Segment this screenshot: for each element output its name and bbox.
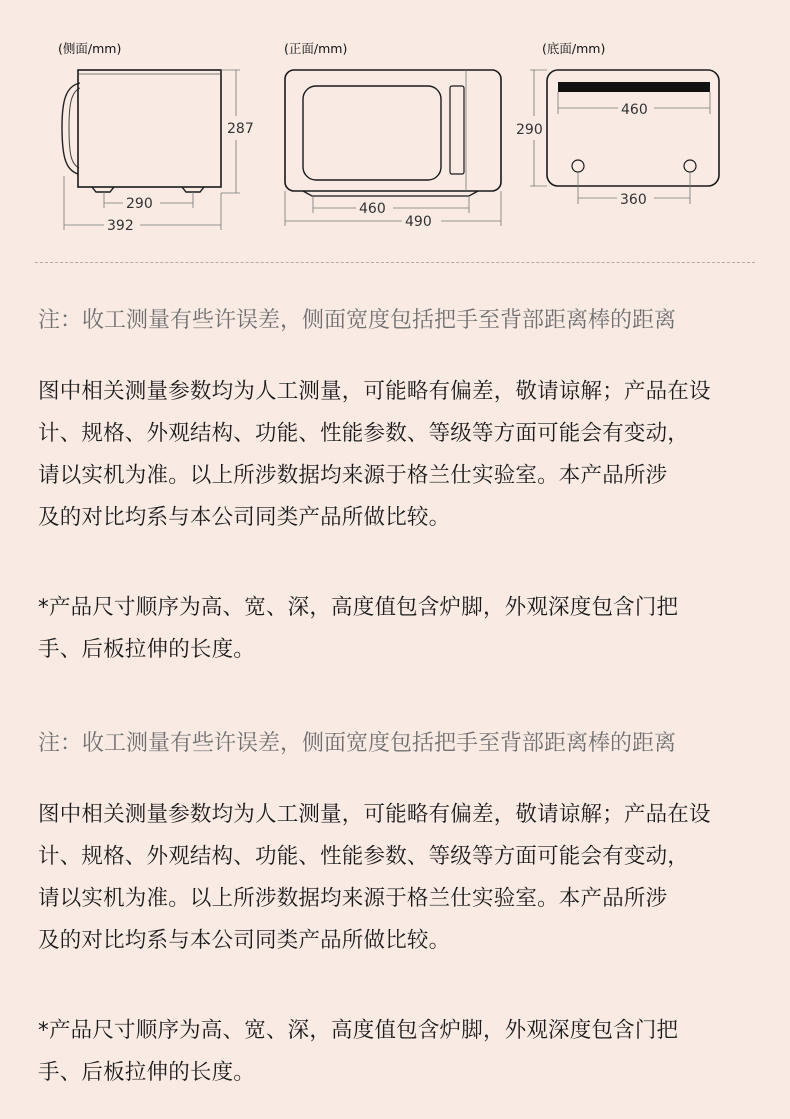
disclaimer-line: 请以实机为准。以上所涉数据均来源于格兰仕实验室。本产品所涉 xyxy=(38,463,668,488)
disclaimer-line: 图中相关测量参数均为人工测量，可能略有偏差，敬请谅解；产品在设 xyxy=(38,379,711,404)
bottom-view-label: (底面/mm) xyxy=(542,41,606,56)
front-view xyxy=(284,41,501,230)
disclaimer-line: 及的对比均系与本公司同类产品所做比较。 xyxy=(38,505,451,530)
dashed-divider xyxy=(35,262,755,263)
bottom-depth-label: 290 xyxy=(516,122,543,138)
size-order-line: *产品尺寸顺序为高、宽、深，高度值包含炉脚，外观深度包含门把 xyxy=(38,595,679,620)
front-inner-width-label: 460 xyxy=(359,201,386,217)
side-view-body xyxy=(78,70,221,187)
side-view-label: (侧面/mm) xyxy=(58,41,122,56)
side-view xyxy=(58,41,254,234)
size-order-line: *产品尺寸顺序为高、宽、深，高度值包含炉脚，外观深度包含门把 xyxy=(38,1018,679,1043)
disclaimer-paragraph xyxy=(38,371,760,539)
side-inner-width-label: 290 xyxy=(126,196,153,212)
bottom-feet-width-label: 360 xyxy=(620,192,647,208)
front-outer-width-label: 490 xyxy=(405,214,432,230)
measurement-note: 注：收工测量有些许误差，侧面宽度包括把手至背部距离棒的距离 xyxy=(38,308,677,333)
bottom-slot-width-label: 460 xyxy=(621,102,648,118)
bottom-view-slot xyxy=(558,82,710,92)
size-order-paragraph xyxy=(38,587,760,671)
disclaimer-paragraph xyxy=(38,794,760,962)
side-height-label: 287 xyxy=(227,121,254,137)
disclaimer-line: 请以实机为准。以上所涉数据均来源于格兰仕实验室。本产品所涉 xyxy=(38,886,668,911)
disclaimer-line: 计、规格、外观结构、功能、性能参数、等级等方面可能会有变动， xyxy=(38,844,690,869)
size-order-line: 手、后板拉伸的长度。 xyxy=(38,637,256,662)
disclaimer-line: 计、规格、外观结构、功能、性能参数、等级等方面可能会有变动， xyxy=(38,421,690,446)
size-order-line: 手、后板拉伸的长度。 xyxy=(38,1060,256,1085)
front-view-label: (正面/mm) xyxy=(284,41,348,56)
measurement-note: 注：收工测量有些许误差，侧面宽度包括把手至背部距离棒的距离 xyxy=(38,731,677,756)
disclaimer-line: 及的对比均系与本公司同类产品所做比较。 xyxy=(38,928,451,953)
front-view-window xyxy=(303,86,441,180)
side-outer-width-label: 392 xyxy=(107,218,134,234)
dimension-diagram xyxy=(0,0,790,250)
size-order-paragraph xyxy=(38,1010,760,1094)
disclaimer-line: 图中相关测量参数均为人工测量，可能略有偏差，敬请谅解；产品在设 xyxy=(38,802,711,827)
bottom-view xyxy=(516,41,719,208)
front-view-body xyxy=(285,70,501,191)
front-view-control-panel xyxy=(450,86,464,174)
